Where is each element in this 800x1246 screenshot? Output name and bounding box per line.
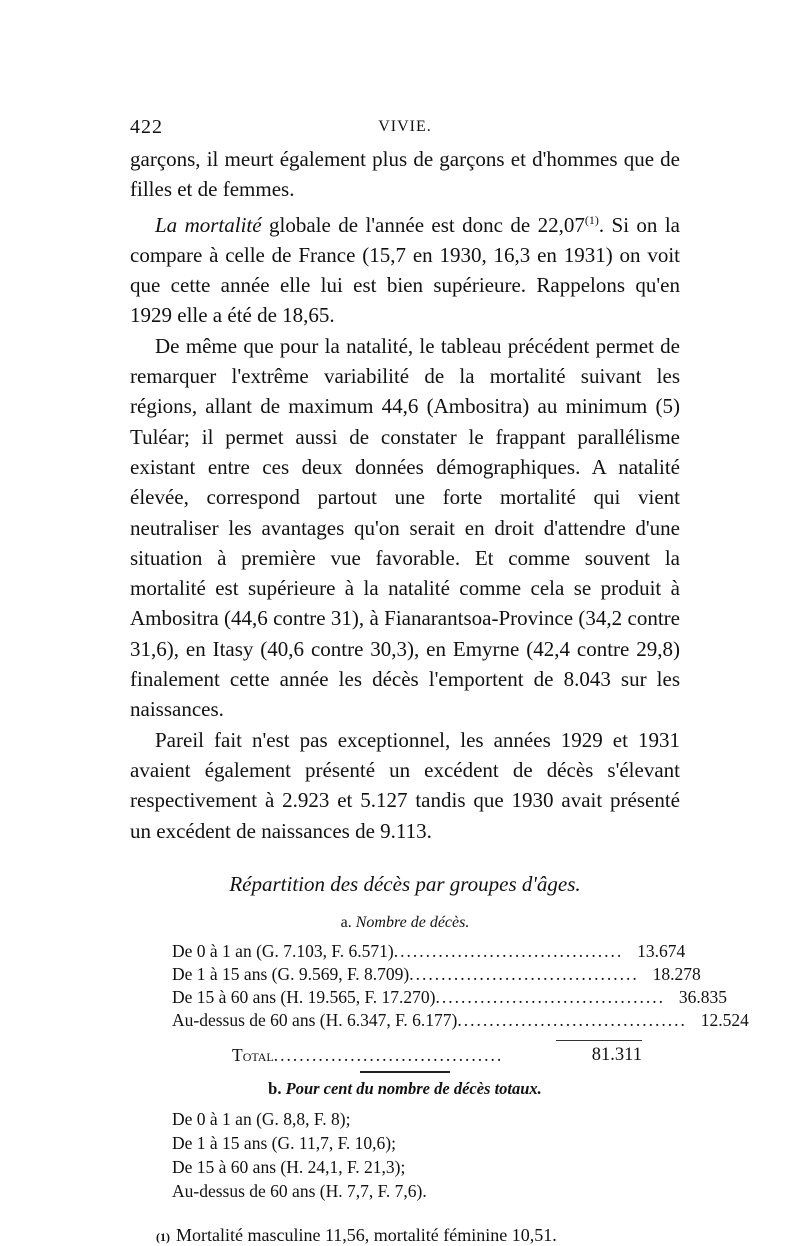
table-row bbox=[172, 963, 701, 986]
footnote-reference: (1) bbox=[584, 212, 599, 227]
leader-dots: .................................... bbox=[457, 1009, 687, 1030]
table-row bbox=[172, 940, 686, 963]
percent-list bbox=[172, 1107, 680, 1203]
total-block bbox=[172, 1040, 642, 1069]
section-a-prefix: a. bbox=[340, 913, 352, 931]
row-value: 13.674 bbox=[637, 940, 686, 961]
leader-dots: .................................... bbox=[393, 940, 624, 961]
document-page bbox=[130, 110, 749, 1246]
paragraph-4: Pareil fait n'est pas exceptionnel, les années 1929 et 1931 avaient également présenté un excédent de décès s'élevant respectivement à 2.923 et 5.127 tandis que 1930 avait présenté un excédent de naissances de 9.113. bbox=[130, 727, 680, 843]
leader-dots: .................................... bbox=[273, 1044, 504, 1065]
section-divider bbox=[360, 1071, 450, 1073]
leader-dots: .................................... bbox=[435, 986, 665, 1007]
list-item: De 0 à 1 an (G. 8,8, F. 8); bbox=[172, 1108, 351, 1129]
section-b-prefix: b. bbox=[268, 1078, 282, 1098]
paragraph-1: garçons, il meurt également plus de garçons et d'hommes que de filles et de femmes. bbox=[130, 147, 680, 202]
table-row bbox=[172, 1009, 749, 1032]
total-label: Total bbox=[232, 1044, 274, 1065]
page-header bbox=[130, 110, 680, 144]
deaths-table bbox=[172, 940, 749, 1032]
footnote-text: Mortalité masculine 11,56, mortalité féminine 10,51. bbox=[176, 1224, 557, 1245]
row-label: De 0 à 1 an (G. 7.103, F. 6.571) bbox=[172, 940, 394, 961]
section-b-heading bbox=[130, 1079, 680, 1107]
paragraph-2-body: globale de l'année est donc de 22,07 bbox=[261, 212, 585, 237]
list-item: Au-dessus de 60 ans (H. 7,7, F. 7,6). bbox=[172, 1180, 427, 1201]
total-row bbox=[172, 1041, 642, 1069]
row-label: De 15 à 60 ans (H. 19.565, F. 17.270) bbox=[172, 986, 436, 1007]
paragraph-2-end: . Si on la compare à celle de France (15,7 en 1930, 16,3 en 1931) on voit que cette année elle lui est bien supérieure. Rappelons qu'en 1929 elle a été de 18,65. bbox=[130, 212, 680, 328]
page-number: 422 bbox=[130, 116, 163, 138]
paragraph-2 bbox=[130, 205, 680, 331]
row-value: 36.835 bbox=[678, 986, 727, 1007]
row-label: De 1 à 15 ans (G. 9.569, F. 8.709) bbox=[172, 963, 410, 984]
list-item: De 15 à 60 ans (H. 24,1, F. 21,3); bbox=[172, 1156, 406, 1177]
row-label: Au-dessus de 60 ans (H. 6.347, F. 6.177) bbox=[172, 1009, 458, 1030]
table-row bbox=[172, 986, 727, 1009]
running-head: VIVIE. bbox=[378, 118, 432, 135]
section-a-heading bbox=[130, 914, 680, 940]
table-title: Répartition des décès par groupes d'âges. bbox=[229, 871, 581, 896]
section-b-title: Pour cent du nombre de décès totaux. bbox=[285, 1078, 542, 1098]
paragraph-3: De même que pour la natalité, le tableau précédent permet de remarquer l'extrême variabilité de la mortalité suivant les régions, allant de maximum 44,6 (Ambositra) au minimum (5) Tuléar; il permet aussi de constater le frappant parallélisme existant entre ces deux données démographiques. A natalité élevée, correspond partout une forte mortalité qui vient neutraliser les avantages qu'on serait en droit d'attendre d'une situation à première vue favorable. Et comme souvent la mortalité est supérieure à la natalité comme cela se produit à Ambositra (44,6 contre 31), à Fianarantsoa-Province (34,2 contre 31,6), en Itasy (40,6 contre 30,3), en Emyrne (42,4 contre 29,8) finalement cette année les décès l'emportent de 8.043 sur les naissances. bbox=[130, 333, 680, 722]
leader-dots: .................................... bbox=[409, 963, 639, 984]
row-value: 12.524 bbox=[700, 1009, 749, 1030]
footnote-marker: (1) bbox=[156, 1229, 170, 1244]
paragraph-2-lead: La mortalité bbox=[155, 212, 262, 237]
total-value: 81.311 bbox=[591, 1044, 642, 1065]
footnote bbox=[156, 1225, 680, 1246]
section-a-title: Nombre de décès. bbox=[355, 913, 470, 931]
row-value: 18.278 bbox=[652, 963, 701, 984]
list-item: De 1 à 15 ans (G. 11,7, F. 10,6); bbox=[172, 1132, 396, 1153]
